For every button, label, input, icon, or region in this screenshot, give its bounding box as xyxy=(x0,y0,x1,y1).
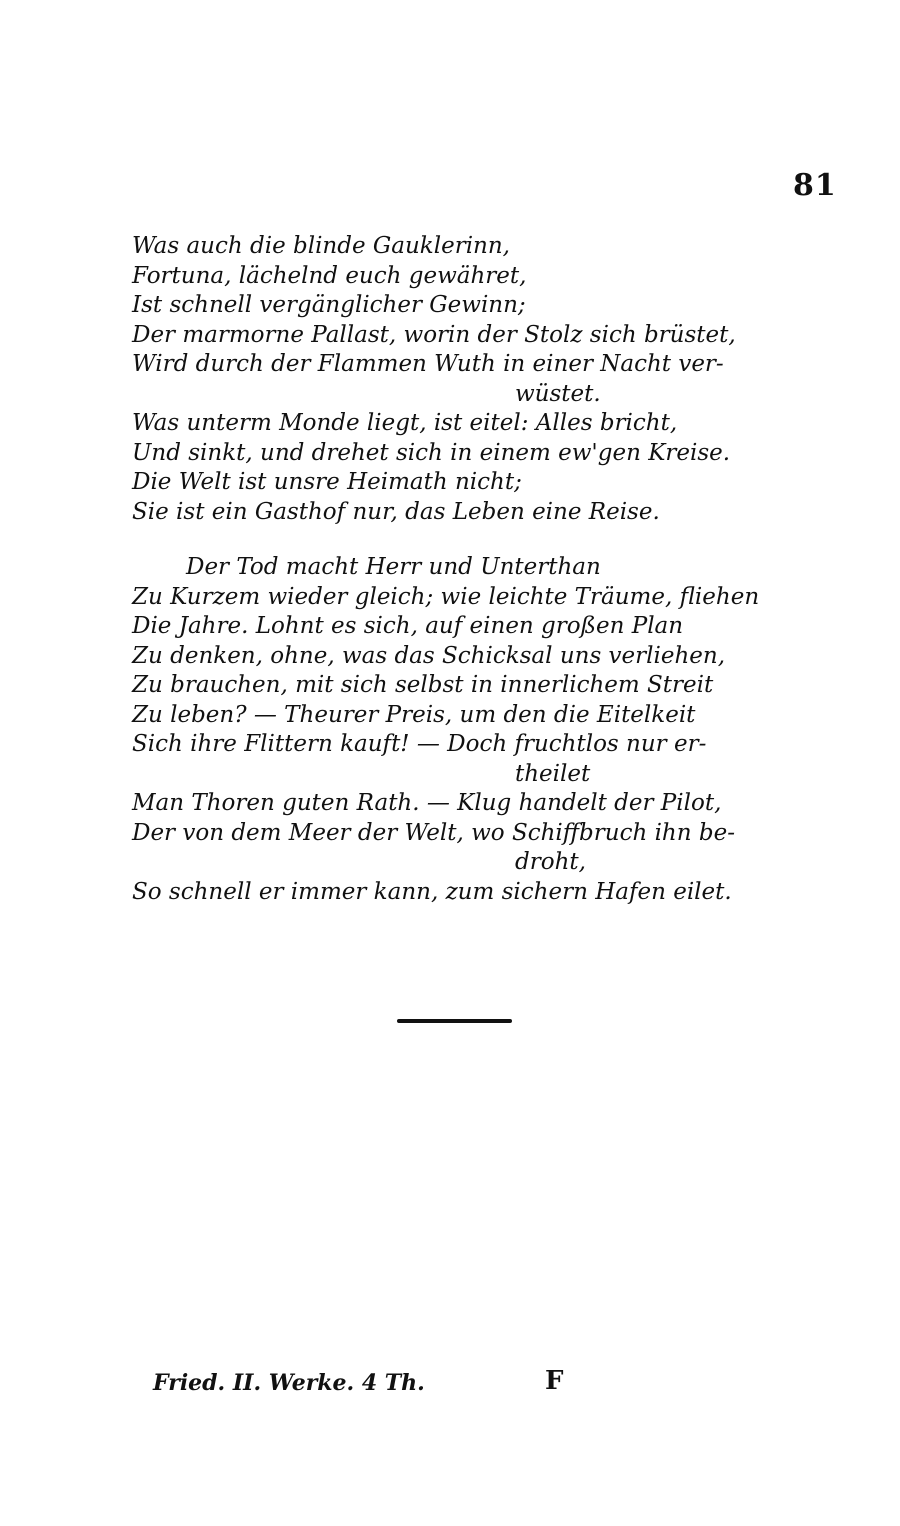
poem-line: Und sinkt, und drehet sich in einem ew'gen Kreise. xyxy=(132,439,731,466)
poem-line: Zu Kurzem wieder gleich; wie leichte Träume, fliehen xyxy=(132,583,760,610)
signature-mark: F xyxy=(545,1366,564,1396)
poem-line: Der Tod macht Herr und Unterthan xyxy=(186,554,601,580)
poem-stanza-2 xyxy=(132,553,792,907)
footer-signature-line: Fried. II. Werke. 4 Th. xyxy=(153,1370,425,1396)
poem-line: Wird durch der Flammen Wuth in einer Nacht ver- xyxy=(132,351,724,377)
section-divider xyxy=(397,1019,512,1023)
poem-line: So schnell er immer kann, zum sichern Hafen eilet. xyxy=(132,878,732,905)
poem-line: Man Thoren guten Rath. — Klug handelt der Pilot, xyxy=(132,790,722,816)
poem-stanza-1 xyxy=(132,232,792,527)
poem-line: Was auch die blinde Gauklerinn, xyxy=(132,233,510,259)
poem-line: Der marmorne Pallast, worin der Stolz sich brüstet, xyxy=(132,321,736,348)
poem-line: Die Welt ist unsre Heimath nicht; xyxy=(132,469,522,495)
poem-line: Der von dem Meer der Welt, wo Schiffbruch ihn be- xyxy=(132,819,735,846)
poem-line: Was unterm Monde liegt, ist eitel: Alles bricht, xyxy=(132,410,678,436)
poem-line: Sie ist ein Gasthof nur, das Leben eine Reise. xyxy=(132,498,660,525)
poem-line: theilet xyxy=(515,760,591,787)
poem-line: Fortuna, lächelnd euch gewähret, xyxy=(132,262,527,289)
poem-line: Die Jahre. Lohnt es sich, auf einen großen Plan xyxy=(132,613,684,639)
poem-line: Zu leben? — Theurer Preis, um den die Eitelkeit xyxy=(132,701,696,728)
poem-line: Zu brauchen, mit sich selbst in innerlichem Streit xyxy=(132,672,714,698)
poem-line: Ist schnell vergänglicher Gewinn; xyxy=(132,292,526,318)
poem-line: wüstet. xyxy=(515,380,601,407)
page-number: 81 xyxy=(793,168,837,203)
poem-line: Zu denken, ohne, was das Schicksal uns verliehen, xyxy=(132,642,726,669)
poem-line: droht, xyxy=(515,849,586,875)
poem-line: Sich ihre Flittern kauft! — Doch fruchtlos nur er- xyxy=(132,731,707,757)
